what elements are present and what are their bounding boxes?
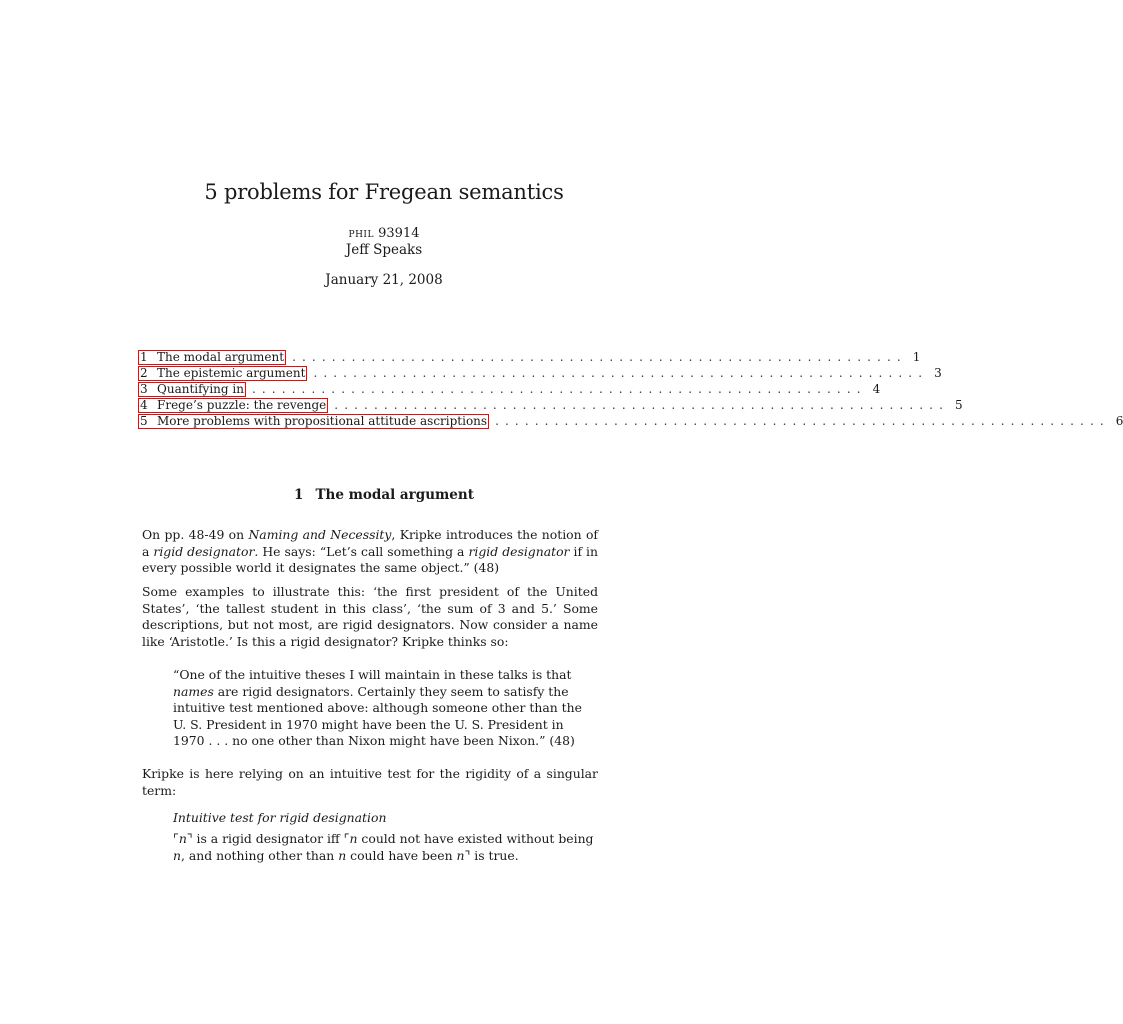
term-rigid-designator: rigid designator (153, 543, 255, 559)
course-number: 93914 (378, 226, 420, 241)
toc-entry-4 (139, 397, 963, 413)
toc-page-1: 1 (912, 350, 921, 364)
paragraph-1: On pp. 48-49 on Naming and Necessity, Kripke introduces the notion of a rigid designator. He says: “Let’s call something a rigid designator if in every possible world it designates the same object.” (48) (142, 527, 598, 576)
block-quote: “One of the intuitive theses I will maintain in these talks is that names are rigid designators. Certainly they seem to satisfy the intuitive test mentioned above: although someone other than the U. S. President in 1970 might have been the U. S. President in 1970 . . . no one other than Nixon might have been Nixon.” (48) (173, 667, 582, 749)
emphasis-names: names (173, 683, 214, 699)
toc-link-4[interactable]: 4 Frege’s puzzle: the revenge (140, 398, 327, 412)
toc-link-5[interactable]: 5 More problems with propositional attitude ascriptions (140, 414, 488, 428)
paragraph-3: Kripke is here relying on an intuitive test for the rigidity of a singular term: (142, 766, 598, 798)
toc-entry-3 (139, 381, 881, 397)
course-id (0, 226, 768, 241)
section-heading (0, 487, 768, 503)
toc-entry-5 (139, 413, 1123, 429)
test-definition: ⌜n⌝ is a rigid designator iff ⌜n could not have existed without being n, and nothing other than n could have been n⌝ is true. (173, 831, 594, 863)
toc-leader: .............................................................. (292, 350, 907, 364)
toc-link-1[interactable]: 1 The modal argument (140, 350, 285, 364)
toc-page-5: 6 (1115, 414, 1123, 428)
toc-leader: .............................................................. (313, 366, 929, 380)
toc-page-2: 3 (934, 366, 942, 380)
toc-leader: .............................................................. (334, 398, 949, 412)
document-title: 5 problems for Fregean semantics (204, 180, 564, 204)
section-title: The modal argument (315, 487, 474, 503)
toc-link-3[interactable]: 3 Quantifying in (140, 382, 244, 396)
toc-entry-1 (139, 349, 921, 365)
toc-page-3: 4 (872, 382, 881, 396)
toc-page-4: 5 (955, 398, 963, 412)
toc-leader: .............................................................. (251, 382, 867, 396)
date: January 21, 2008 (325, 272, 443, 288)
section-number: 1 (294, 487, 304, 503)
toc-entry-2 (139, 365, 942, 381)
toc-link-2[interactable]: 2 The epistemic argument (140, 366, 306, 380)
author: Jeff Speaks (345, 242, 423, 258)
test-title: Intuitive test for rigid designation (173, 810, 387, 825)
paragraph-2: Some examples to illustrate this: ‘the first president of the United States’, ‘the tallest student in this class’, ‘the sum of 3 and 5.’ Some descriptions, but not most, are rigid designators. Now consider a name like ‘Aristotle.’ Is this a rigid designator? Kripke thinks so: (142, 584, 598, 649)
term-rigid-designator-2: rigid designator (468, 543, 570, 559)
book-title: Naming and Necessity (248, 527, 392, 542)
course-code: phil (348, 226, 374, 241)
toc-leader: .............................................................. (495, 414, 1110, 428)
table-of-contents (139, 349, 1123, 429)
